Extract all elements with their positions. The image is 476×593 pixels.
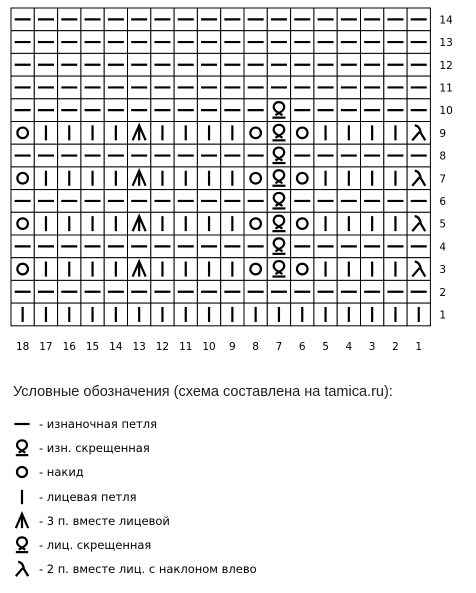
legend-item [10, 558, 450, 582]
chart-cell [244, 212, 267, 235]
column-number: 8 [252, 340, 259, 353]
column-number: 14 [109, 340, 123, 353]
row-number: 7 [439, 173, 447, 186]
column-number: 13 [132, 340, 146, 353]
twisted-knit-icon [10, 534, 36, 558]
row-number: 12 [439, 59, 453, 72]
chart-cell [291, 258, 314, 281]
row-number: 3 [439, 264, 447, 277]
column-number: 6 [298, 340, 306, 353]
column-number: 17 [39, 340, 53, 353]
knit-icon [10, 486, 36, 510]
legend-item [10, 534, 450, 558]
chart-cell [244, 122, 267, 145]
legend-item [10, 413, 450, 437]
column-number: 9 [229, 340, 236, 353]
legend-label: - 3 п. вместе лицевой [39, 513, 170, 528]
chart-cell [11, 122, 34, 145]
chart-cell [291, 167, 314, 190]
chart-cell [11, 212, 34, 235]
legend-label: - накид [39, 465, 84, 480]
legend-label: - лицевая петля [39, 489, 137, 504]
legend-item [10, 510, 450, 534]
column-numbers [16, 341, 422, 353]
row-number: 1 [439, 309, 447, 322]
yarn-over-icon [10, 461, 36, 485]
column-number: 18 [15, 340, 30, 353]
chart-grid [11, 8, 430, 326]
legend-item [10, 461, 450, 485]
legend-label: - изн. скрещенная [39, 441, 150, 456]
chart-cell [11, 167, 34, 190]
chart-cell [291, 122, 314, 145]
column-number: 2 [392, 340, 399, 353]
row-number: 4 [439, 241, 447, 254]
column-number: 10 [202, 340, 216, 353]
row-numbers [439, 14, 453, 321]
chart-cell [244, 167, 267, 190]
column-number: 1 [415, 340, 423, 353]
legend-label: - изнаночная петля [39, 417, 158, 431]
chart-cell [11, 258, 34, 281]
chart-cell [291, 212, 314, 235]
column-number: 4 [345, 340, 353, 353]
row-number: 11 [439, 82, 453, 95]
legend-item [10, 437, 450, 461]
row-number: 10 [439, 105, 453, 118]
row-number: 5 [439, 218, 447, 231]
yarn-over-symbol [17, 467, 27, 477]
column-number: 5 [322, 340, 329, 353]
row-number: 2 [439, 286, 447, 299]
k2tog-left-icon [10, 558, 36, 582]
twisted-knit-symbol [16, 537, 28, 552]
column-number: 16 [62, 340, 76, 353]
k2tog-left-symbol [16, 562, 28, 576]
row-number: 6 [439, 195, 447, 208]
row-number: 14 [439, 14, 453, 27]
column-number: 12 [155, 340, 170, 353]
purl-icon [10, 413, 36, 437]
column-number: 11 [179, 340, 193, 353]
chart-cell [244, 258, 267, 281]
twisted-purl-symbol [16, 441, 28, 456]
twisted-purl-icon [10, 437, 36, 461]
legend-label: - 2 п. вместе лиц. с наклоном влево [39, 562, 257, 577]
row-number: 9 [439, 127, 447, 140]
column-number: 15 [85, 340, 100, 353]
row-number: 13 [439, 37, 453, 50]
column-number: 3 [368, 340, 376, 353]
legend-label: - лиц. скрещенная [39, 538, 152, 552]
k3tog-icon [10, 510, 36, 534]
column-number: 7 [275, 340, 283, 353]
row-number: 8 [439, 150, 447, 163]
legend-title: Условные обозначения (схема составлена на tamica.ru): [13, 384, 393, 400]
legend-item [10, 486, 450, 510]
k3tog-symbol [16, 514, 28, 528]
